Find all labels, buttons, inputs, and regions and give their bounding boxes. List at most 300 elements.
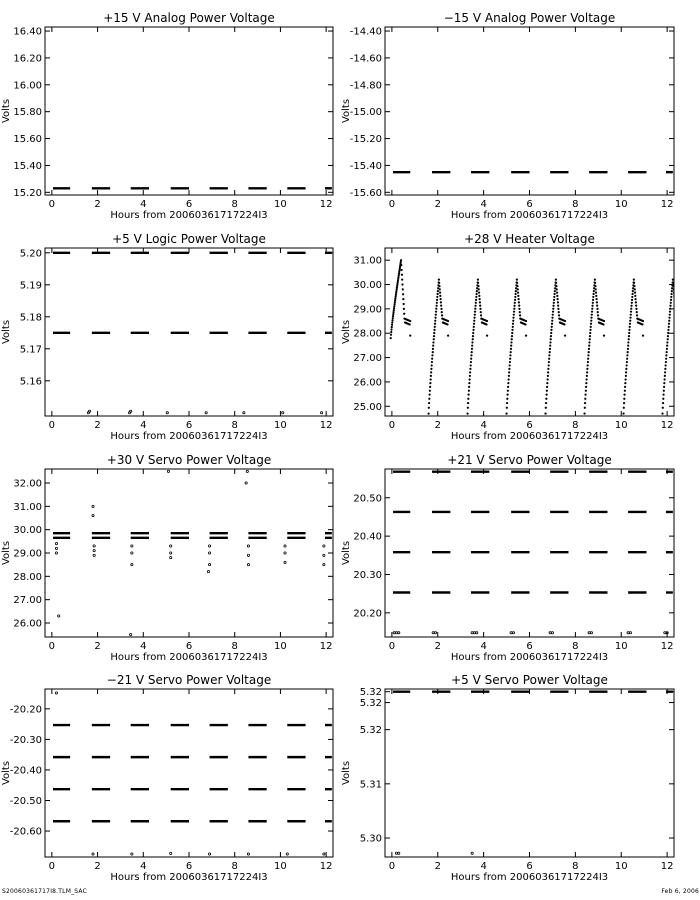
x-tick-label: 8 (231, 199, 238, 210)
data-point (470, 361, 472, 363)
y-axis-label: Volts (341, 540, 352, 566)
data-point (468, 394, 470, 396)
x-tick-label: 10 (274, 199, 287, 210)
data-point (401, 274, 403, 276)
data-point (630, 311, 632, 313)
data-point (471, 345, 473, 347)
data-point (511, 335, 513, 337)
data-point (588, 341, 590, 343)
data-point (525, 320, 527, 322)
data-point (435, 311, 437, 313)
data-point (473, 323, 475, 325)
data-point (395, 852, 397, 854)
data-point (166, 412, 168, 414)
data-point (663, 378, 665, 380)
data-point (589, 335, 591, 337)
data-point (511, 338, 513, 340)
data-point (550, 335, 552, 337)
data-point (626, 358, 628, 360)
data-point (557, 308, 559, 310)
x-tick-label: 6 (526, 420, 533, 431)
y-tick-label: 5.32 (359, 687, 382, 699)
data-point (631, 299, 633, 301)
x-tick-label: 8 (572, 420, 579, 431)
data-point (510, 351, 512, 353)
data-point (591, 314, 593, 316)
data-point (550, 332, 552, 334)
data-point (400, 259, 402, 261)
data-point (131, 853, 133, 855)
data-point (431, 354, 433, 356)
data-point (585, 390, 587, 392)
data-point (588, 348, 590, 350)
data-point (666, 351, 668, 353)
data-point (409, 335, 411, 337)
y-tick-label: -15.00 (349, 107, 382, 119)
data-point (558, 314, 560, 316)
data-point (670, 299, 672, 301)
data-point (626, 361, 628, 363)
data-point (438, 285, 440, 287)
data-point (479, 308, 481, 310)
x-tick-label: 10 (274, 420, 287, 431)
data-point (592, 299, 594, 301)
data-point (545, 398, 547, 400)
data-point (518, 308, 520, 310)
x-tick-label: 8 (572, 861, 579, 872)
data-point (471, 632, 473, 634)
data-series-5 (55, 692, 325, 855)
y-tick-label: 29.00 (353, 304, 382, 316)
data-point (402, 288, 404, 290)
data-point (467, 407, 469, 409)
data-point (516, 282, 518, 284)
data-point (323, 554, 325, 556)
data-point (675, 318, 677, 320)
x-tick-label: 4 (480, 861, 487, 872)
data-point (623, 407, 625, 409)
x-tick-label: 0 (48, 641, 56, 652)
data-point (513, 314, 515, 316)
data-point (477, 279, 479, 281)
y-axis-label: Volts (341, 760, 352, 786)
x-tick-label: 12 (319, 641, 333, 652)
data-point (514, 302, 516, 304)
x-tick-label: 4 (140, 641, 147, 652)
data-point (475, 296, 477, 298)
data-point (486, 320, 488, 322)
data-point (595, 295, 597, 297)
y-tick-label: 16.00 (13, 80, 42, 92)
data-point (549, 341, 551, 343)
data-point (636, 311, 638, 313)
data-point (398, 632, 400, 634)
data-point (247, 564, 249, 566)
data-point (391, 319, 393, 321)
data-point (471, 341, 473, 343)
data-point (628, 338, 630, 340)
data-point (469, 375, 471, 377)
data-point (446, 323, 448, 325)
data-point (626, 354, 628, 356)
data-point (92, 853, 94, 855)
data-point (602, 323, 604, 325)
data-point (548, 361, 550, 363)
data-point (622, 412, 624, 414)
x-tick-label: 2 (434, 199, 441, 210)
data-point (517, 295, 519, 297)
data-point (663, 390, 665, 392)
footer-file-label: S20060361717I8.TLM_SAC (2, 888, 87, 895)
data-point (584, 398, 586, 400)
chart-panel-3 (1, 232, 333, 442)
data-point (631, 293, 633, 295)
x-tick-label: 12 (660, 861, 674, 872)
data-point (403, 313, 405, 315)
data-point (506, 407, 508, 409)
data-point (435, 305, 437, 307)
x-tick-label: 6 (185, 420, 193, 431)
data-point (553, 293, 555, 295)
y-tick-label: 28.00 (13, 571, 42, 583)
data-point (547, 378, 549, 380)
data-point (510, 345, 512, 347)
data-point (674, 308, 676, 310)
data-point (589, 329, 591, 331)
data-point (468, 386, 470, 388)
x-tick-label: 4 (480, 199, 487, 210)
data-point (398, 852, 400, 854)
data-point (668, 326, 670, 328)
y-tick-label: -15.60 (349, 187, 382, 199)
y-tick-label: 20.20 (353, 608, 382, 620)
x-axis-label: Hours from 20060361717224I3 (110, 652, 268, 663)
data-point (394, 297, 396, 299)
x-axis-label: Hours from 20060361717224I3 (450, 210, 609, 221)
data-point (393, 309, 395, 311)
data-point (587, 364, 589, 366)
data-point (585, 386, 587, 388)
data-point (594, 285, 596, 287)
data-point (636, 314, 638, 316)
x-tick-label: 2 (434, 861, 441, 872)
data-point (429, 394, 431, 396)
data-point (429, 390, 431, 392)
data-point (595, 298, 597, 300)
data-point (629, 320, 631, 322)
data-point (394, 299, 396, 301)
data-point (589, 338, 591, 340)
data-point (473, 320, 475, 322)
data-point (513, 311, 515, 313)
data-point (676, 318, 678, 320)
y-tick-label: 15.60 (13, 134, 42, 146)
data-series-2 (395, 852, 473, 854)
data-point (668, 323, 670, 325)
data-point (590, 323, 592, 325)
data-point (590, 326, 592, 328)
x-tick-label: 8 (572, 199, 579, 210)
y-tick-label: 16.40 (13, 26, 42, 38)
data-point (479, 305, 481, 307)
data-point (552, 314, 554, 316)
data-point (323, 564, 325, 566)
y-tick-label: 29.00 (13, 548, 42, 560)
data-point (628, 335, 630, 337)
data-point (509, 354, 511, 356)
data-point (556, 298, 558, 300)
x-tick-label: 2 (94, 199, 101, 210)
data-point (627, 351, 629, 353)
data-point (403, 303, 405, 305)
data-point (170, 852, 172, 854)
data-point (510, 348, 512, 350)
data-point (596, 301, 598, 303)
data-point (469, 371, 471, 373)
data-point (400, 264, 402, 266)
data-point (509, 364, 511, 366)
data-point (550, 329, 552, 331)
plot-area (53, 253, 332, 414)
data-point (548, 354, 550, 356)
y-tick-label: 5.17 (19, 344, 42, 356)
data-point (471, 852, 473, 854)
x-axis-label: Hours from 20060361717224I3 (450, 431, 609, 442)
x-axis-label: Hours from 20060361717224I3 (110, 210, 268, 221)
x-tick-label: 0 (48, 861, 56, 872)
data-point (586, 375, 588, 377)
data-point (665, 358, 667, 360)
data-point (676, 321, 678, 323)
data-point (551, 317, 553, 319)
y-tick-label: 25.00 (353, 401, 382, 413)
data-point (545, 402, 547, 404)
data-point (555, 282, 557, 284)
plot-area (393, 472, 673, 634)
data-point (432, 632, 434, 634)
data-point (434, 320, 436, 322)
data-point (627, 341, 629, 343)
data-point (478, 295, 480, 297)
x-tick-label: 2 (94, 641, 101, 652)
data-point (680, 323, 682, 325)
data-point (323, 853, 325, 855)
data-point (628, 332, 630, 334)
data-point (641, 323, 643, 325)
y-tick-label: 15.20 (13, 187, 42, 199)
data-point (679, 323, 681, 325)
data-point (401, 283, 403, 285)
data-point (440, 298, 442, 300)
chart-title: +5 V Servo Power Voltage (451, 673, 608, 687)
data-point (524, 323, 526, 325)
data-point (511, 332, 513, 334)
data-point (508, 368, 510, 370)
data-point (546, 390, 548, 392)
plot-area (393, 692, 673, 855)
y-tick-label: 26.00 (13, 618, 42, 630)
chart-panel-4 (341, 232, 683, 442)
data-point (434, 323, 436, 325)
data-point (668, 317, 670, 319)
data-point (672, 279, 674, 281)
x-tick-label: 8 (231, 641, 238, 652)
data-point (586, 371, 588, 373)
data-point (284, 545, 286, 547)
data-point (471, 351, 473, 353)
data-point (245, 482, 247, 484)
data-point (403, 308, 405, 310)
data-point (564, 335, 566, 337)
data-point (629, 632, 631, 634)
y-tick-label: 27.00 (353, 353, 382, 365)
data-point (525, 335, 527, 337)
data-point (468, 390, 470, 392)
data-point (447, 320, 449, 322)
data-point (434, 632, 436, 634)
data-point (433, 329, 435, 331)
data-point (547, 375, 549, 377)
x-axis-label: Hours from 20060361717224I3 (110, 431, 268, 442)
data-point (439, 288, 441, 290)
data-point (428, 407, 430, 409)
data-point (467, 398, 469, 400)
data-point (391, 321, 393, 323)
data-point (437, 290, 439, 292)
data-point (551, 323, 553, 325)
data-point (589, 332, 591, 334)
data-point (468, 382, 470, 384)
data-point (591, 305, 593, 307)
x-tick-label: 8 (231, 420, 238, 431)
x-tick-label: 12 (319, 420, 333, 431)
data-point (394, 301, 396, 303)
data-point (475, 299, 477, 301)
data-point (549, 632, 551, 634)
data-point (586, 378, 588, 380)
data-point (623, 398, 625, 400)
data-point (55, 543, 57, 545)
x-tick-label: 0 (48, 420, 56, 431)
data-point (681, 320, 683, 322)
y-tick-label: -20.60 (9, 826, 42, 838)
data-point (594, 282, 596, 284)
data-point (512, 326, 514, 328)
y-tick-label: 30.00 (353, 280, 382, 292)
data-point (247, 853, 249, 855)
data-point (547, 371, 549, 373)
plot-frame (45, 469, 333, 637)
data-point (429, 382, 431, 384)
data-point (506, 394, 508, 396)
x-tick-label: 10 (614, 420, 628, 431)
data-point (512, 632, 514, 634)
y-axis-label: Volts (1, 760, 12, 786)
data-point (592, 293, 594, 295)
data-point (603, 320, 605, 322)
data-point (430, 371, 432, 373)
data-point (93, 550, 95, 552)
data-point (555, 285, 557, 287)
data-point (549, 348, 551, 350)
y-tick-label: 5.16 (19, 376, 42, 388)
data-point (633, 285, 635, 287)
y-tick-label: 20.50 (353, 493, 382, 505)
data-point (438, 282, 440, 284)
data-point (625, 375, 627, 377)
data-point (667, 335, 669, 337)
x-tick-label: 4 (140, 199, 147, 210)
data-point (485, 323, 487, 325)
data-point (667, 338, 669, 340)
data-point (477, 285, 479, 287)
data-point (588, 345, 590, 347)
x-axis-label: Hours from 20060361717224I3 (450, 652, 609, 663)
y-tick-label: 20.30 (353, 569, 382, 581)
data-point (391, 324, 393, 326)
data-point (662, 394, 664, 396)
data-point (563, 323, 565, 325)
y-tick-label: -20.50 (9, 795, 42, 807)
data-point (518, 305, 520, 307)
data-point (92, 505, 94, 507)
data-point (590, 632, 592, 634)
data-point (480, 311, 482, 313)
data-point (208, 853, 210, 855)
y-tick-label: 15.80 (13, 107, 42, 119)
x-tick-label: 8 (231, 861, 238, 872)
data-point (596, 308, 598, 310)
data-point (592, 302, 594, 304)
data-point (671, 290, 673, 292)
data-point (634, 295, 636, 297)
y-tick-label: 16.20 (13, 53, 42, 65)
data-point (438, 279, 440, 281)
data-point (243, 412, 245, 414)
data-point (584, 402, 586, 404)
y-tick-label: 15.40 (13, 160, 42, 172)
y-tick-label: 5.30 (359, 833, 382, 845)
data-point (170, 557, 172, 559)
data-point (170, 552, 172, 554)
data-point (629, 326, 631, 328)
data-point (668, 320, 670, 322)
data-point (55, 547, 57, 549)
data-point (518, 298, 520, 300)
x-tick-label: 6 (185, 199, 193, 210)
data-point (665, 354, 667, 356)
data-point (552, 308, 554, 310)
data-point (666, 341, 668, 343)
data-point (548, 364, 550, 366)
x-axis-label: Hours from 20060361717224I3 (450, 872, 609, 883)
data-point (595, 292, 597, 294)
chart-title: +15 V Analog Power Voltage (103, 11, 275, 25)
data-point (477, 282, 479, 284)
data-point (509, 361, 511, 363)
data-point (88, 410, 90, 412)
data-point (471, 348, 473, 350)
data-point (625, 368, 627, 370)
data-point (548, 358, 550, 360)
data-point (590, 320, 592, 322)
data-point (402, 293, 404, 295)
data-point (664, 371, 666, 373)
data-point (623, 394, 625, 396)
data-point (556, 295, 558, 297)
data-point (440, 305, 442, 307)
chart-title: −15 V Analog Power Voltage (443, 11, 616, 25)
